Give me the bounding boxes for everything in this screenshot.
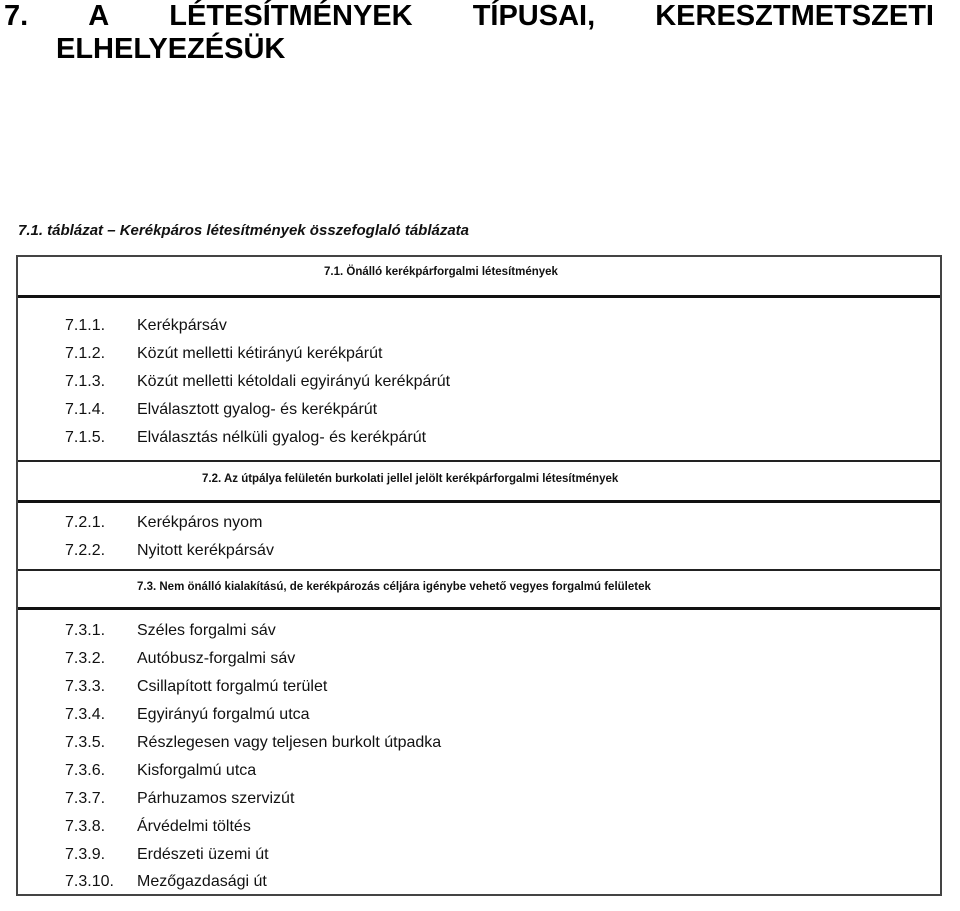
table-row [65,733,441,753]
table-row [65,400,377,420]
row-number: 7.3.10. [65,873,114,890]
table-row [65,872,267,892]
heading-line-2: ELHELYEZÉSÜK [56,33,286,65]
row-number: 7.2.2. [65,542,106,559]
table-row [65,428,426,448]
row-label: Erdészeti üzemi út [137,846,269,863]
row-number: 7.1.5. [65,429,106,446]
row-label: Kisforgalmú utca [137,762,257,779]
row-number: 7.3.2. [65,650,106,667]
table-row [65,344,382,364]
table-row [65,817,251,837]
row-number: 7.2.1. [65,514,106,531]
row-number: 7.3.5. [65,734,106,751]
facilities-table [16,255,942,896]
table-row [65,705,310,725]
row-number: 7.3.3. [65,678,106,695]
heading-word: A [88,0,110,32]
heading-word: LÉTESÍTMÉNYEK [169,0,413,32]
table-row [65,316,227,336]
row-number: 7.3.8. [65,818,106,835]
row-label: Párhuzamos szervizút [137,790,295,807]
row-label: Részlegesen vagy teljesen burkolt útpadka [137,734,442,751]
heading-number: 7. [4,0,29,32]
row-number: 7.3.9. [65,846,106,863]
row-label: Kerékpársáv [137,317,227,334]
heading-line-1 [4,0,934,33]
row-label: Közút melletti kétirányú kerékpárút [137,345,383,362]
row-number: 7.3.4. [65,706,106,723]
section-title: 7.2. Az útpálya felületén burkolati jellel jelölt kerékpárforgalmi létesítmények [202,473,619,485]
row-label: Széles forgalmi sáv [137,622,276,639]
row-label: Nyitott kerékpársáv [137,542,274,559]
section-title: 7.1. Önálló kerékpárforgalmi létesítmények [324,266,558,278]
table-row [65,649,295,669]
row-label: Kerékpáros nyom [137,514,263,531]
row-label: Elválasztás nélküli gyalog- és kerékpárút [137,429,427,446]
heading-word: KERESZTMETSZETI [655,0,934,32]
heading-word: TÍPUSAI, [472,0,596,32]
page-heading [4,0,934,66]
row-label: Közút melletti kétoldali egyirányú kerékpárút [137,373,451,390]
section-title: 7.3. Nem önálló kialakítású, de kerékpározás céljára igénybe vehető vegyes forgalmú felületek [137,581,651,593]
table-row [65,845,269,865]
row-number: 7.1.3. [65,373,106,390]
section-header [18,460,940,503]
row-label: Mezőgazdasági út [137,873,267,890]
row-label: Egyirányú forgalmú utca [137,706,310,723]
row-label: Autóbusz-forgalmi sáv [137,650,296,667]
table-row [65,789,294,809]
section-header [18,257,940,298]
row-number: 7.3.1. [65,622,106,639]
row-label: Elválasztott gyalog- és kerékpárút [137,401,378,418]
row-number: 7.1.1. [65,317,106,334]
table-row [65,513,262,533]
table-row [65,677,327,697]
table-row [65,541,274,561]
row-label: Árvédelmi töltés [137,818,251,835]
row-number: 7.3.7. [65,790,106,807]
row-label: Csillapított forgalmú terület [137,678,328,695]
table-row [65,621,276,641]
table-row [65,761,256,781]
row-number: 7.1.4. [65,401,106,418]
row-number: 7.3.6. [65,762,106,779]
table-caption: 7.1. táblázat – Kerékpáros létesítmények összefoglaló táblázata [18,222,470,239]
row-number: 7.1.2. [65,345,106,362]
table-row [65,372,450,392]
section-header [18,569,940,610]
